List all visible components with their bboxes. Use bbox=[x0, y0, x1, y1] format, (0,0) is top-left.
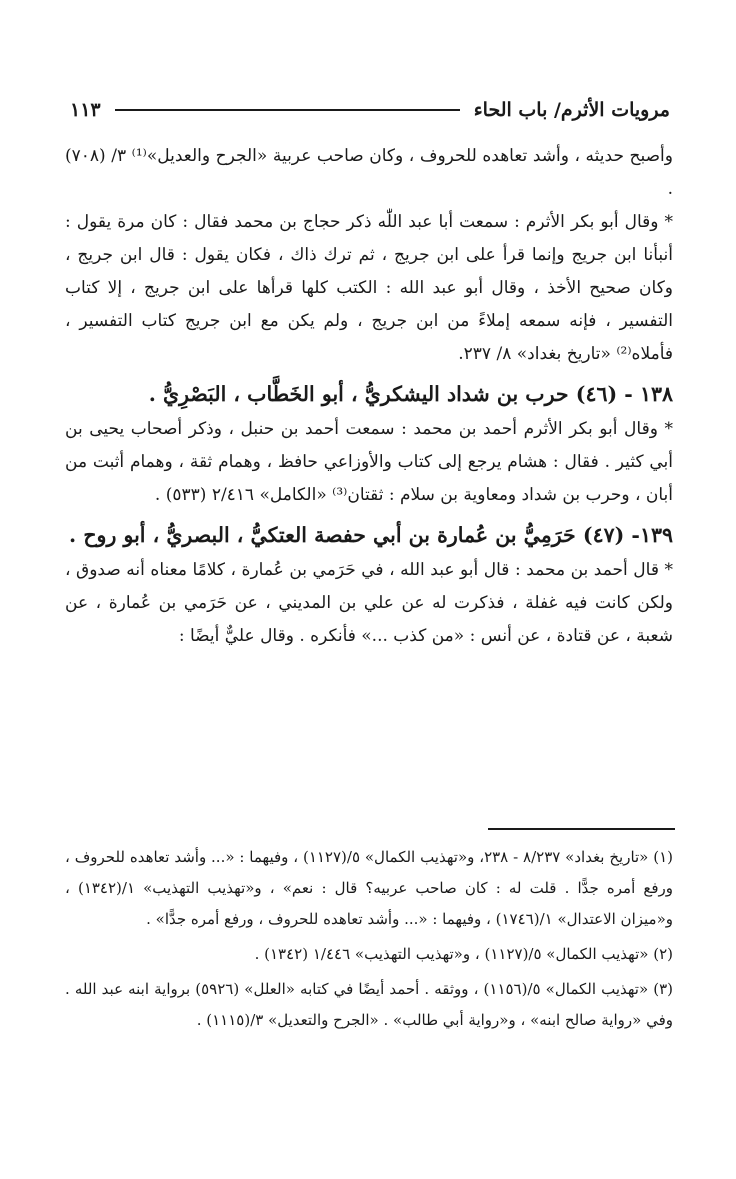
paragraph-harami: * قال أحمد بن محمد : قال أبو عبد الله ، في حَرَمي بن عُمارة ، كلامًا معناه أنه صدوق ، ولكن كانت فيه غفلة ، فذكرت له عن علي بن المديني ، عن حَرَمي بن عُمارة ، عن شعبة ، عن قتادة ، عن أنس : «من كذب ...» فأنكره . وقال عليٌّ أيضًا : bbox=[65, 560, 673, 646]
footnote-3: (٣) «تهذيب الكمال» ٥/(١١٥٦) ، ووثقه . أحمد أيضًا في كتابه «العلل» (٥٩٢٦) برواية ابنه عبد الله . وفي «رواية صالح ابنه» ، و«رواية أبي طالب» . «الجرح والتعديل» ٣/(١١١٥) . bbox=[65, 980, 673, 1029]
paragraph-harb: * وقال أبو بكر الأثرم أحمد بن محمد : سمعت أحمد بن حنبل ، وذكر أصحاب يحيى بن أبي كثير . فقال : هشام يرجع إلى كتاب والأوزاعي حافظ ، وهمام ثقة ، وهمام أثبت من أبان ، وحرب بن شداد ومعاوية بن سلام : ثقتان⁽³⁾ «الكامل» ٢/٤١٦ (٥٣٣) . bbox=[65, 419, 673, 505]
footnote-1: (١) «تاريخ بغداد» ٨/٢٣٧ - ٢٣٨، و«تهذيب الكمال» ٥/(١١٢٧) ، وفيهما : «... وأشد تعاهده للحروف ، ورفع أمره جدًّا . قلت له : كان صاحب عربيه؟ قال : نعم» ، و«تهذيب التهذيب» ١/(١٣٤٢) ، و«ميزان الاعتدال» ١/(١٧٤٦) ، وفيهما : «... وأشد تعاهده للحروف ، ورفع أمره جدًّا» . bbox=[65, 848, 673, 928]
footnote-separator bbox=[488, 828, 675, 830]
paragraph-hajjaj: * وقال أبو بكر الأثرم : سمعت أبا عبد اللّٰه ذكر حجاج بن محمد فقال : كان مرة يقول : أنبأنا ابن جريج وإنما قرأ على ابن جريج ، ثم ترك ذاك ، فكان يقول : قال ابن جريج ، وكان صحيح الأخذ ، وقال أبو عبد الله : الكتب كلها قرأها على ابن جريج ، إلا كتاب التفسير ، فإنه سمعه إملاءً من ابن جريج ، ولم يكن مع ابن جريج كتاب التفسير ، فأملاه⁽²⁾ «تاريخ بغداد» ٨/ ٢٣٧. bbox=[65, 212, 673, 364]
entry-heading-138: ١٣٨ - (٤٦) حرب بن شداد اليشكريُّ ، أبو الخَطَّاب ، البَصْرِيُّ . bbox=[148, 382, 673, 406]
running-title: مرويات الأثرم/ باب الحاء bbox=[473, 99, 670, 121]
entry-heading-139: ١٣٩- (٤٧) حَرَمِيُّ بن عُمارة بن أبي حفصة العتكيُّ ، البصريُّ ، أبو روح . bbox=[69, 523, 673, 547]
footnote-2: (٢) «تهذيب الكمال» ٥/(١١٢٧) ، و«تهذيب التهذيب» ١/٤٤٦ (١٣٤٢) . bbox=[254, 945, 673, 963]
main-text bbox=[65, 140, 673, 653]
header-rule bbox=[115, 109, 460, 111]
footnotes bbox=[65, 842, 673, 1040]
paragraph-continuation: وأصبح حديثه ، وأشد تعاهده للحروف ، وكان صاحب عربية «الجرح والعديل»⁽¹⁾ ٣/ (٧٠٨) . bbox=[65, 146, 673, 199]
page-number: ١١٣ bbox=[70, 99, 101, 121]
page-header bbox=[70, 92, 670, 128]
